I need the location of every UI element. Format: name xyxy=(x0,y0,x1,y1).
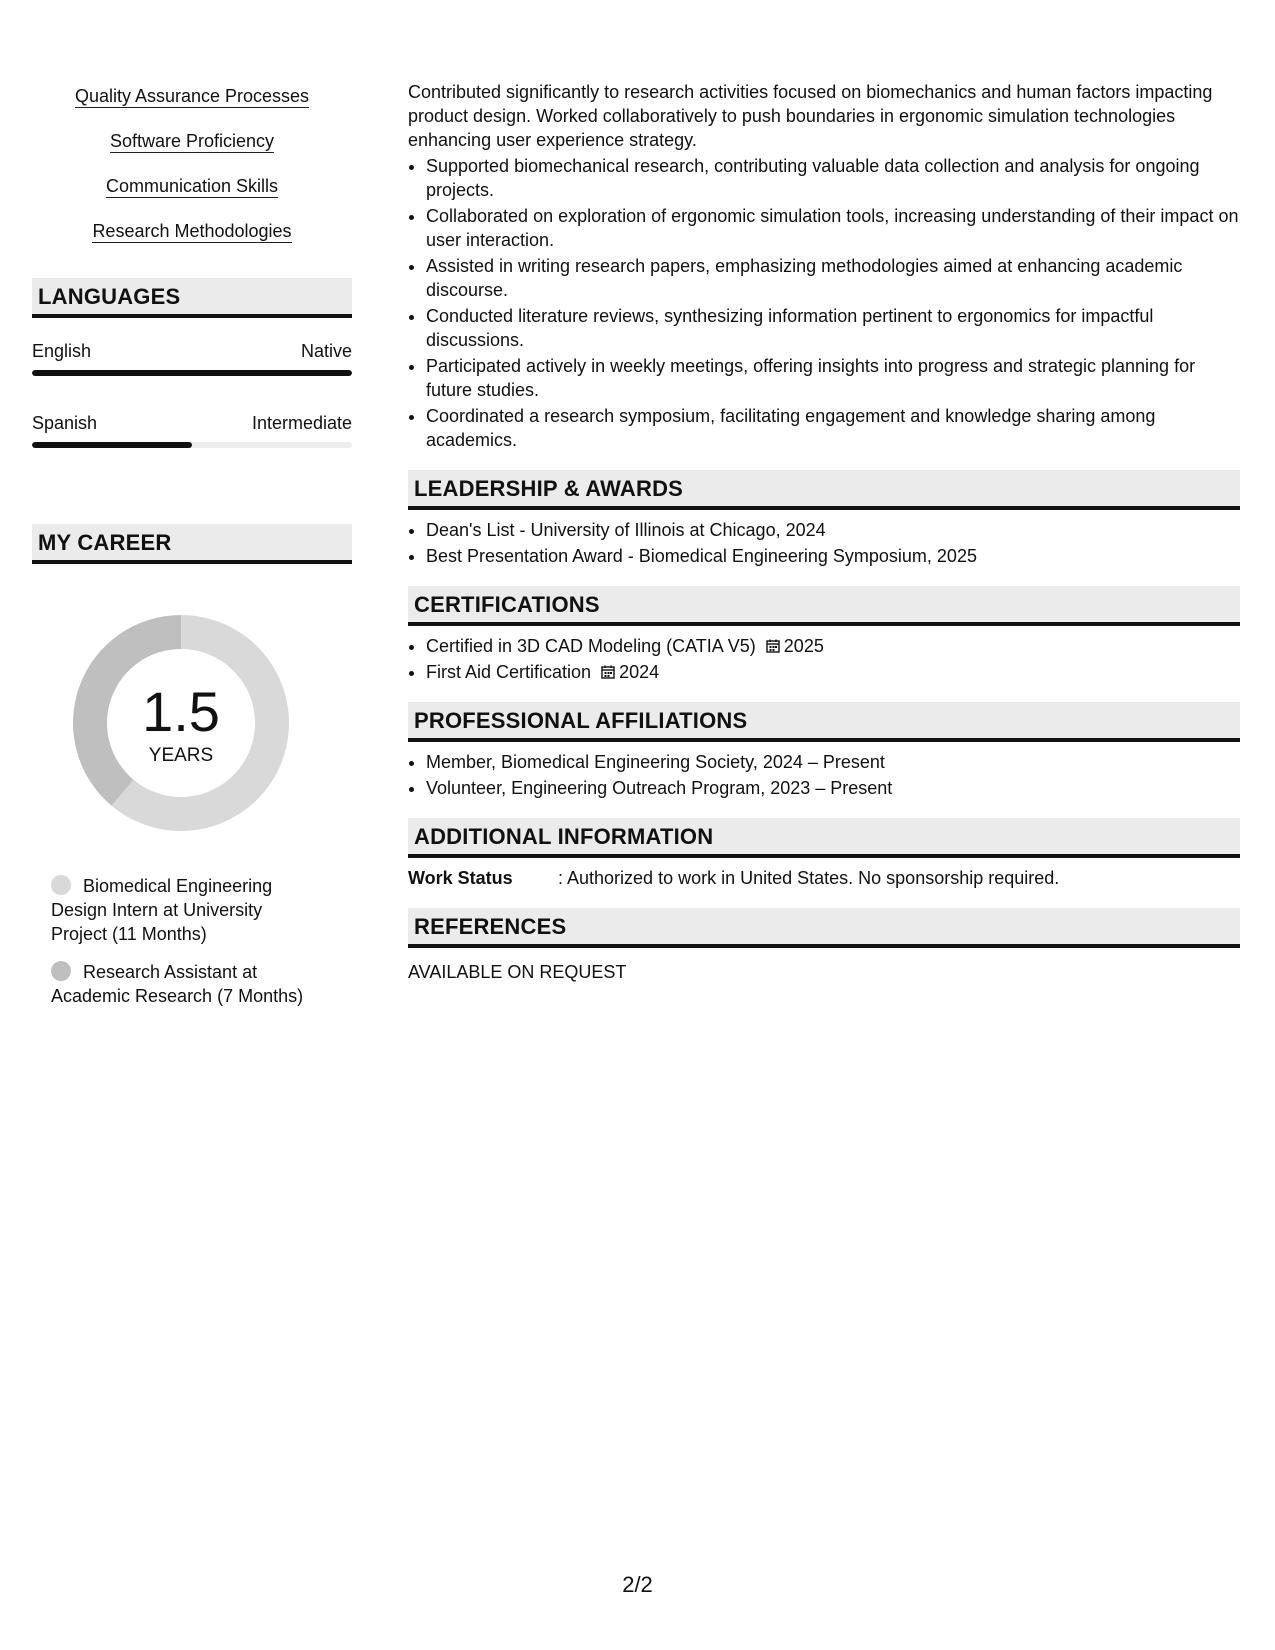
language-level: Intermediate xyxy=(251,413,352,433)
experience-bullet: • Collaborated on exploration of ergonomic simulation tools, increasing understanding of their impact on user interaction. xyxy=(426,204,1240,252)
career-unit: YEARS xyxy=(148,745,214,766)
skill-item: Research Methodologies xyxy=(92,221,292,241)
language-bar-fill xyxy=(32,442,192,448)
career-heading: MY CAREER xyxy=(32,524,352,564)
skill-item: Quality Assurance Processes xyxy=(74,86,310,106)
work-status-row xyxy=(408,866,1240,890)
award-item: • Best Presentation Award - Biomedical Engineering Symposium, 2025 xyxy=(426,544,1240,568)
certification-name: Certified in 3D CAD Modeling (CATIA V5) xyxy=(426,636,756,656)
experience-summary: Contributed significantly to research activities focused on biomechanics and human factors impacting product design. Worked collaboratively to push boundaries in ergonomic simulation technologies enhancing user experience strategy. xyxy=(408,82,1213,150)
language-bar xyxy=(32,370,352,376)
languages-heading: LANGUAGES xyxy=(32,278,352,318)
affiliation-item: • Member, Biomedical Engineering Society, 2024 – Present xyxy=(426,750,1240,774)
skill-item: Communication Skills xyxy=(105,176,279,196)
skills-list xyxy=(32,84,352,244)
experience-bullet: • Assisted in writing research papers, emphasizing methodologies aimed at enhancing academic discourse. xyxy=(426,254,1240,302)
calendar-icon xyxy=(766,639,780,653)
references-heading: REFERENCES xyxy=(408,908,1240,948)
experience-bullet: • Conducted literature reviews, synthesizing information pertinent to ergonomics for impactful discussions. xyxy=(426,304,1240,352)
experience-bullet: • Participated actively in weekly meetings, offering insights into progress and strategic planning for future studies. xyxy=(426,354,1240,402)
sidebar xyxy=(32,84,352,1022)
award-item: • Dean's List - University of Illinois at Chicago, 2024 xyxy=(426,518,1240,542)
language-english xyxy=(32,340,352,376)
experience-bullet: • Supported biomechanical research, contributing valuable data collection and analysis for ongoing projects. xyxy=(426,154,1240,202)
experience-bullet: • Coordinated a research symposium, facilitating engagement and knowledge sharing among academics. xyxy=(426,404,1240,452)
references-text: AVAILABLE ON REQUEST xyxy=(408,962,627,982)
language-name: Spanish xyxy=(32,413,98,433)
additional-info-heading: ADDITIONAL INFORMATION xyxy=(408,818,1240,858)
work-status-label: Work Status xyxy=(408,868,513,888)
experience-bullets xyxy=(408,154,1240,452)
certification-year: 2024 xyxy=(619,662,660,682)
calendar-icon xyxy=(601,665,615,679)
work-status-value: : Authorized to work in United States. No sponsorship required. xyxy=(558,868,1060,888)
leadership-list xyxy=(408,518,1240,568)
language-bar xyxy=(32,442,352,448)
certifications-heading: CERTIFICATIONS xyxy=(408,586,1240,626)
career-donut xyxy=(66,608,296,838)
page-number: 2/2 xyxy=(622,1572,653,1597)
main-content xyxy=(408,80,1240,984)
certification-year: 2025 xyxy=(783,636,824,656)
career-dot xyxy=(51,875,71,895)
certifications-list xyxy=(408,634,1240,684)
career-dot xyxy=(51,961,71,981)
career-total: 1.5 xyxy=(142,680,220,743)
career-item: Biomedical Engineering Design Intern at University Project (11 Months) xyxy=(51,876,273,944)
affiliations-heading: PROFESSIONAL AFFILIATIONS xyxy=(408,702,1240,742)
certification-item xyxy=(426,660,1240,684)
leadership-heading: LEADERSHIP & AWARDS xyxy=(408,470,1240,510)
language-name: English xyxy=(32,341,92,361)
career-item: Research Assistant at Academic Research (7 Months) xyxy=(51,962,304,1006)
affiliation-item: • Volunteer, Engineering Outreach Program, 2023 – Present xyxy=(426,776,1240,800)
language-level: Native xyxy=(300,341,352,361)
certification-name: First Aid Certification xyxy=(426,662,592,682)
affiliations-list xyxy=(408,750,1240,800)
certification-item xyxy=(426,634,1240,658)
skill-item: Software Proficiency xyxy=(109,131,275,151)
language-bar-fill xyxy=(32,370,352,376)
career-legend xyxy=(51,874,321,1008)
language-spanish xyxy=(32,412,352,448)
